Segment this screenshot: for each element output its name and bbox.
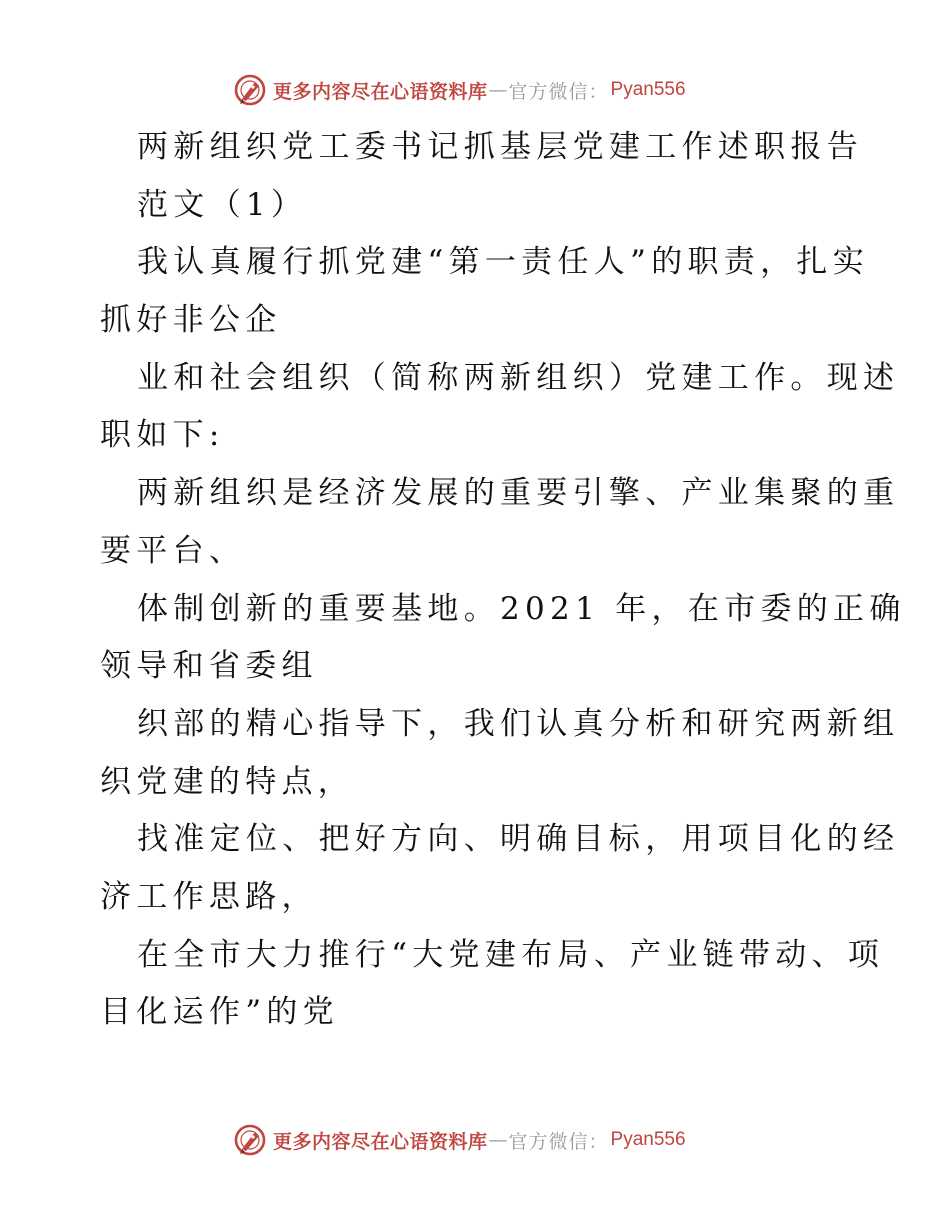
footer-watermark-banner [233, 1122, 686, 1158]
paragraph-line: 业和社会组织（简称两新组织）党建工作。现述 [137, 359, 900, 396]
banner-wechat-id: Pyan556 [610, 79, 686, 100]
paragraph-line: 目化运作”的党 [100, 994, 339, 1031]
paragraph-line: 织党建的特点， [100, 763, 355, 800]
paragraph-line: 找准定位、把好方向、明确目标，用项目化的经 [137, 821, 900, 858]
pen-nib-logo-icon [233, 1123, 267, 1157]
banner-dash: — [488, 79, 508, 101]
document-body [100, 119, 906, 1042]
document-title-line-2: 范文（1） [137, 186, 308, 223]
document-title-line-1: 两新组织党工委书记抓基层党建工作述职报告 [137, 129, 863, 165]
paragraph-line: 织部的精心指导下，我们认真分析和研究两新组 [137, 705, 900, 742]
paragraph-line: 要平台、 [100, 532, 246, 569]
banner-dash: — [488, 1129, 508, 1151]
paragraph-line: 体制创新的重要基地。2021 年，在市委的正确 [137, 590, 906, 627]
banner-wechat-label: 官方微信： [508, 1130, 609, 1153]
banner-wechat-label: 官方微信： [508, 80, 609, 103]
header-watermark-banner [233, 72, 686, 108]
paragraph-line: 济工作思路， [100, 878, 318, 915]
paragraph-line: 职如下: [100, 417, 225, 454]
banner-main-text: 更多内容尽在心语资料库 [273, 1130, 488, 1153]
paragraph-line: 两新组织是经济发展的重要引擎、产业集聚的重 [137, 475, 900, 512]
paragraph-line: 我认真履行抓党建“第一责任人”的职责，扎实 [137, 244, 869, 281]
paragraph-line: 在全市大力推行“大党建布局、产业链带动、项 [137, 936, 885, 973]
paragraph-line: 领导和省委组 [100, 648, 318, 685]
paragraph-line: 抓好非公企 [100, 302, 282, 339]
banner-main-text: 更多内容尽在心语资料库 [273, 80, 488, 103]
banner-wechat-id: Pyan556 [610, 1129, 686, 1150]
pen-nib-logo-icon [233, 73, 267, 107]
